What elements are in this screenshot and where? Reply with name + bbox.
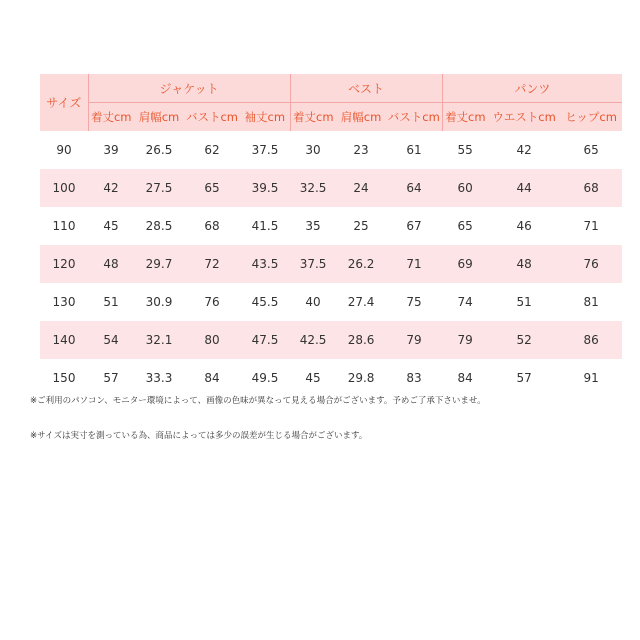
table-cell: 28.5 [145,219,173,233]
table-cell: 29.8 [347,371,375,385]
table-cell: 42 [88,169,134,207]
table-cell: 45 [103,219,119,233]
table-row [40,169,622,207]
table-cell: 79 [442,321,488,359]
table-cell: 64 [386,169,442,207]
table-cell: 46 [516,219,532,233]
sub-header-row [40,103,622,132]
table-cell: 71 [386,245,442,283]
table-cell: 76 [560,245,622,283]
jacket-group-header: ジャケット [88,74,290,103]
table-cell: 69 [442,245,488,283]
table-cell: 62 [204,143,220,157]
table-cell: 57 [516,371,532,385]
table-cell: 51 [516,295,532,309]
table-cell: 84 [204,371,220,385]
table-cell: 80 [184,321,240,359]
table-cell: 41.5 [251,219,279,233]
table-cell: 54 [88,321,134,359]
size-cell: 120 [40,245,88,283]
table-cell: 75 [406,295,422,309]
table-cell: 72 [184,245,240,283]
size-table-body [40,131,622,397]
size-cell: 140 [40,321,88,359]
table-cell: 42.5 [290,321,336,359]
pants-length-header: 着丈cm [442,103,488,132]
table-cell: 49.5 [251,371,279,385]
table-row [40,207,622,245]
table-cell: 48 [88,245,134,283]
table-cell: 26.2 [336,245,386,283]
color-disclaimer-note: ※ご利用のパソコン、モニター環境によって、画像の色味が異なって見える場合がございます。予めご了承下さいませ。 [30,396,486,406]
size-cell: 150 [52,371,76,385]
size-column-header: サイズ [46,96,82,110]
table-cell: 55 [457,143,473,157]
table-cell: 71 [583,219,599,233]
table-cell: 68 [204,219,220,233]
table-cell: 29.7 [134,245,184,283]
size-cell: 110 [52,219,76,233]
table-cell: 61 [406,143,422,157]
table-cell: 40 [305,295,321,309]
table-cell: 52 [488,321,560,359]
size-cell: 100 [40,169,88,207]
table-cell: 28.6 [336,321,386,359]
table-row [40,131,622,169]
jacket-bust-header: バストcm [185,110,239,124]
table-cell: 33.3 [145,371,173,385]
table-cell: 37.5 [251,143,279,157]
table-cell: 26.5 [145,143,173,157]
table-cell: 27.5 [134,169,184,207]
table-cell: 44 [488,169,560,207]
size-chart [40,74,622,397]
table-cell: 42 [516,143,532,157]
table-row [40,359,622,397]
table-cell: 48 [488,245,560,283]
table-cell: 83 [406,371,422,385]
table-cell: 35 [305,219,321,233]
table-cell: 67 [406,219,422,233]
vest-length-header: 着丈cm [290,103,336,132]
size-cell: 130 [52,295,76,309]
table-cell: 43.5 [240,245,290,283]
table-row [40,283,622,321]
pants-group-header: パンツ [442,74,622,103]
table-cell: 37.5 [290,245,336,283]
table-cell: 76 [204,295,220,309]
table-cell: 68 [560,169,622,207]
table-cell: 51 [103,295,119,309]
table-cell: 86 [560,321,622,359]
table-cell: 79 [386,321,442,359]
table-cell: 39.5 [240,169,290,207]
table-cell: 74 [457,295,473,309]
table-cell: 65 [184,169,240,207]
table-cell: 23 [353,143,369,157]
pants-hip-header: ヒップcm [565,110,617,124]
table-cell: 65 [457,219,473,233]
group-header-row [40,74,622,103]
table-cell: 65 [583,143,599,157]
table-cell: 45.5 [251,295,279,309]
size-table [40,74,622,397]
table-cell: 25 [353,219,369,233]
table-row [40,321,622,359]
size-cell: 90 [56,143,72,157]
table-cell: 60 [442,169,488,207]
table-cell: 47.5 [240,321,290,359]
table-row [40,245,622,283]
vest-bust-header: バストcm [387,110,440,124]
jacket-length-header: 着丈cm [88,103,134,132]
table-cell: 81 [583,295,599,309]
jacket-sleeve-header: 袖丈cm [244,110,286,124]
table-cell: 27.4 [347,295,375,309]
vest-shoulder-header: 肩幅cm [340,110,382,124]
vest-group-header: ベスト [290,74,442,103]
table-cell: 84 [457,371,473,385]
table-cell: 45 [305,371,321,385]
table-cell: 30 [305,143,321,157]
table-cell: 91 [583,371,599,385]
measurement-disclaimer-note: ※サイズは実寸を測っている為、商品によっては多少の誤差が生じる場合がございます。 [30,431,368,441]
table-cell: 39 [103,143,119,157]
table-cell: 24 [336,169,386,207]
pants-waist-header: ウエストcm [492,110,556,124]
jacket-shoulder-header: 肩幅cm [138,110,180,124]
table-cell: 30.9 [145,295,173,309]
table-cell: 57 [103,371,119,385]
table-cell: 32.1 [134,321,184,359]
table-cell: 32.5 [290,169,336,207]
